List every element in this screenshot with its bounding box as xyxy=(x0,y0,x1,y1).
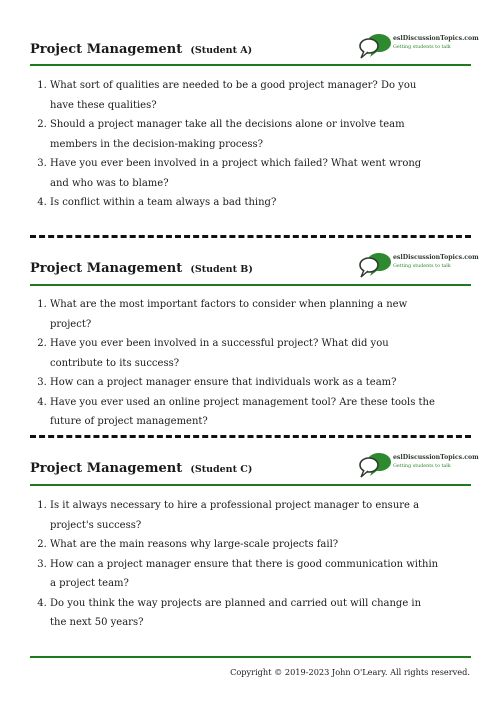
section-a-rule xyxy=(30,64,471,66)
logo-tagline: Getting students to talk xyxy=(393,45,451,50)
speech-bubbles-icon xyxy=(358,251,392,281)
section-c-questions xyxy=(0,496,440,633)
site-logo xyxy=(358,32,479,62)
section-subtitle: (Student A) xyxy=(190,45,253,56)
site-logo xyxy=(358,251,479,281)
section-a-title xyxy=(30,38,252,57)
list-item: 3. How can a project manager ensure that individuals work as a team? xyxy=(50,373,440,393)
logo-tagline: Getting students to talk xyxy=(393,464,451,469)
section-title: Project Management xyxy=(30,261,183,276)
list-item: 3. Have you ever been involved in a project which failed? What went wrong and who was to blame? xyxy=(50,154,440,193)
list-item: 1. Is it always necessary to hire a professional project manager to ensure a project's success? xyxy=(50,496,440,535)
section-b-title xyxy=(30,257,253,276)
section-c-title xyxy=(30,457,252,476)
section-subtitle: (Student C) xyxy=(190,464,253,475)
section-c-rule xyxy=(30,484,471,486)
list-item: 4. Is conflict within a team always a bad thing? xyxy=(50,193,440,213)
section-b-header xyxy=(30,251,479,281)
speech-bubbles-icon xyxy=(358,451,392,481)
section-a-questions xyxy=(0,76,440,213)
logo-name: eslDiscussionTopics.com xyxy=(393,454,479,461)
section-subtitle: (Student B) xyxy=(190,264,253,275)
list-item: 1. What are the most important factors to consider when planning a new project? xyxy=(50,295,440,334)
site-logo xyxy=(358,451,479,481)
list-item: 3. How can a project manager ensure that there is good communication within a project team? xyxy=(50,555,440,594)
section-title: Project Management xyxy=(30,461,183,476)
list-item: 4. Do you think the way projects are planned and carried out will change in the next 50 years? xyxy=(50,594,440,633)
section-a-header xyxy=(30,32,479,62)
logo-name: eslDiscussionTopics.com xyxy=(393,254,479,261)
speech-bubbles-icon xyxy=(358,32,392,62)
list-item: 2. Have you ever been involved in a successful project? What did you contribute to its success? xyxy=(50,334,440,373)
cut-line xyxy=(30,235,471,238)
list-item: 2. What are the main reasons why large-scale projects fail? xyxy=(50,535,440,555)
list-item: 2. Should a project manager take all the decisions alone or involve team members in the decision-making process? xyxy=(50,115,440,154)
copyright-text: Copyright © 2019-2023 John O'Leary. All rights reserved. xyxy=(230,667,470,677)
cut-line xyxy=(30,435,471,438)
footer-rule xyxy=(30,656,471,658)
section-title: Project Management xyxy=(30,42,183,57)
logo-tagline: Getting students to talk xyxy=(393,264,451,269)
section-b-questions xyxy=(0,295,440,432)
list-item: 1. What sort of qualities are needed to be a good project manager? Do you have these qualities? xyxy=(50,76,440,115)
logo-name: eslDiscussionTopics.com xyxy=(393,35,479,42)
section-b-rule xyxy=(30,284,471,286)
list-item: 4. Have you ever used an online project management tool? Are these tools the future of project management? xyxy=(50,393,440,432)
section-c-header xyxy=(30,451,479,481)
